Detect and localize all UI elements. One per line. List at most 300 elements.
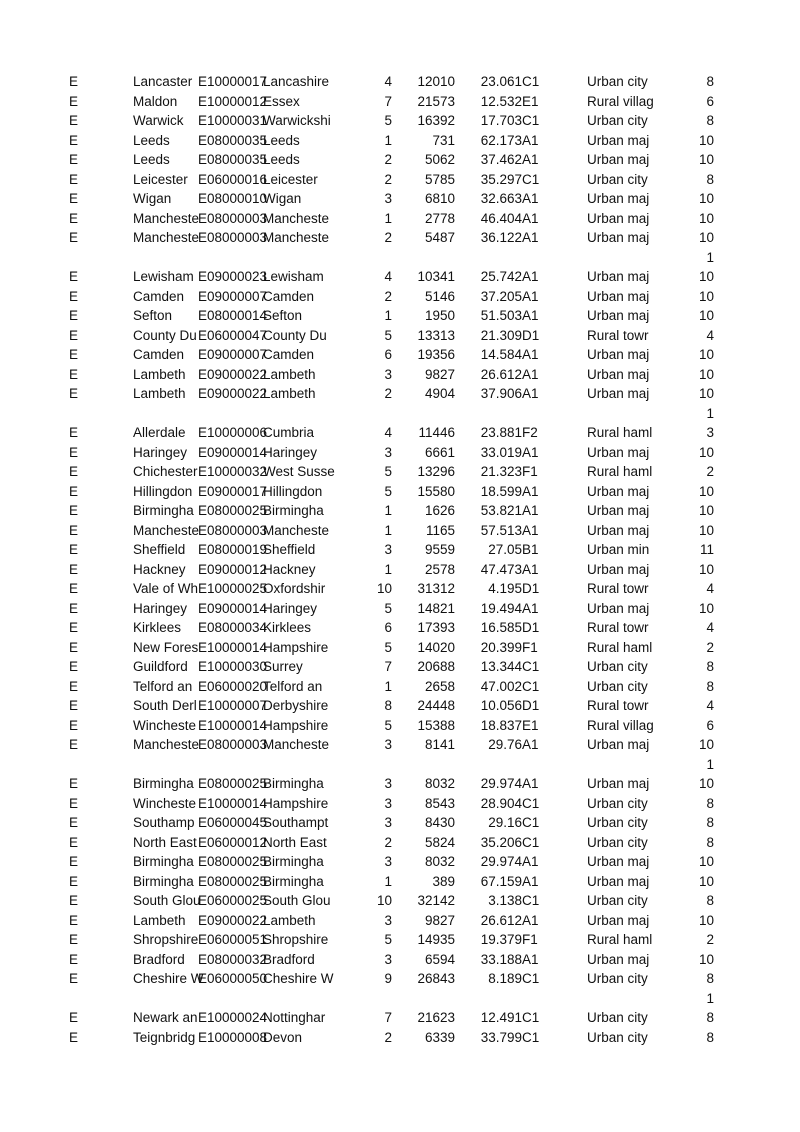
country-code-cell: E — [69, 327, 79, 343]
area-type-cell: Urban maj — [587, 951, 650, 967]
district-code-cell: E10000014 — [198, 717, 268, 733]
county-name-cell: Birmingha — [263, 503, 324, 518]
class-code-cell: A1 — [522, 444, 539, 460]
rank-cell: 5824 — [424, 834, 455, 850]
category-cell: 2 — [706, 464, 714, 479]
county-name-cell: North East — [263, 834, 327, 850]
county-name-cell: Lancashire — [263, 74, 330, 89]
country-code-cell: E — [69, 464, 79, 479]
table-row — [0, 794, 800, 814]
quintile-cell: 2 — [384, 288, 392, 304]
district-name-cell: Guildford — [133, 659, 188, 674]
score-cell: 37.462 — [480, 152, 522, 167]
quintile-cell: 4 — [384, 74, 392, 89]
quintile-cell: 1 — [384, 561, 392, 577]
district-code-cell: E10000006 — [198, 425, 268, 440]
quintile-cell: 3 — [384, 366, 392, 382]
category-cell: 6 — [706, 93, 714, 109]
category-cell: 10 — [698, 737, 714, 752]
rank-cell: 5785 — [424, 171, 455, 187]
rank-cell: 6594 — [424, 951, 455, 967]
rank-cell: 19356 — [417, 347, 455, 362]
table-row — [0, 189, 800, 209]
district-name-cell: Hackney — [133, 561, 186, 577]
category-cell: 10 — [698, 873, 714, 889]
county-name-cell: Cheshire W — [263, 971, 334, 986]
score-cell: 35.297 — [480, 171, 522, 187]
district-code-cell: E08000034 — [198, 620, 268, 635]
rank-cell: 1950 — [424, 308, 455, 323]
quintile-cell: 3 — [384, 444, 392, 460]
district-name-cell: Bradford — [133, 951, 185, 967]
district-code-cell: E09000012 — [198, 561, 268, 577]
district-code-cell: E06000020 — [198, 678, 268, 694]
rank-cell: 12010 — [417, 74, 455, 89]
area-type-cell: Urban maj — [587, 873, 650, 889]
rank-cell: 1626 — [424, 503, 455, 518]
class-code-cell: D1 — [522, 327, 540, 343]
rank-cell: 9559 — [424, 542, 455, 557]
area-type-cell: Rural towr — [587, 698, 649, 713]
district-name-cell: Kirklees — [133, 620, 182, 635]
quintile-cell: 5 — [384, 483, 392, 499]
table-row — [0, 599, 800, 619]
county-name-cell: Birmingha — [263, 776, 324, 791]
district-code-cell: E08000010 — [198, 191, 268, 206]
class-code-cell: F1 — [522, 932, 538, 947]
district-code-cell: E06000050 — [198, 971, 268, 986]
county-name-cell: Nottinghar — [263, 1010, 326, 1025]
district-name-cell: Haringey — [133, 600, 188, 616]
district-name-cell: Cheshire W — [133, 971, 204, 986]
country-code-cell: E — [69, 1010, 79, 1025]
class-code-cell: C1 — [522, 971, 540, 986]
table-row — [0, 521, 800, 541]
country-code-cell: E — [69, 912, 79, 928]
score-cell: 37.205 — [480, 288, 522, 304]
district-name-cell: Birmingha — [133, 503, 194, 518]
rank-cell: 2578 — [424, 561, 455, 577]
county-name-cell: Essex — [263, 93, 300, 109]
district-code-cell: E06000012 — [198, 834, 268, 850]
quintile-cell: 6 — [384, 620, 392, 635]
area-type-cell: Rural towr — [587, 327, 649, 343]
quintile-cell: 6 — [384, 347, 392, 362]
score-cell: 4.195 — [488, 581, 522, 596]
area-type-cell: Urban maj — [587, 561, 650, 577]
country-code-cell: E — [69, 74, 79, 89]
district-code-cell: E08000003 — [198, 737, 268, 752]
category-cell: 8 — [706, 659, 714, 674]
rank-cell: 2778 — [424, 210, 455, 226]
country-code-cell: E — [69, 191, 79, 206]
table-row — [0, 111, 800, 131]
county-name-cell: South Glou — [263, 893, 331, 908]
county-name-cell: Birmingha — [263, 854, 324, 869]
quintile-cell: 1 — [384, 503, 392, 518]
category-cell: 4 — [706, 327, 714, 343]
district-code-cell: E08000025 — [198, 873, 268, 889]
district-name-cell: Allerdale — [133, 425, 186, 440]
rank-cell: 5487 — [424, 230, 455, 245]
category-cell: 1 — [706, 405, 714, 421]
rank-cell: 15580 — [417, 483, 455, 499]
table-row — [0, 1008, 800, 1028]
county-name-cell: Cumbria — [263, 425, 315, 440]
score-cell: 26.612 — [480, 366, 522, 382]
area-type-cell: Urban maj — [587, 347, 650, 362]
category-cell: 8 — [706, 1029, 714, 1045]
area-type-cell: Urban maj — [587, 854, 650, 869]
score-cell: 20.399 — [480, 639, 522, 655]
district-code-cell: E10000024 — [198, 1010, 268, 1025]
district-name-cell: Warwick — [133, 113, 184, 128]
county-name-cell: Derbyshire — [263, 698, 329, 713]
county-name-cell: Mancheste — [263, 737, 330, 752]
table-row — [0, 618, 800, 638]
table-row — [0, 696, 800, 716]
class-code-cell: A1 — [522, 503, 539, 518]
category-cell: 2 — [706, 932, 714, 947]
category-cell: 8 — [706, 113, 714, 128]
quintile-cell: 8 — [384, 698, 392, 713]
area-type-cell: Urban city — [587, 1029, 648, 1045]
county-name-cell: West Susse — [263, 464, 335, 479]
score-cell: 29.16 — [488, 815, 522, 830]
county-name-cell: Bradford — [263, 951, 315, 967]
category-cell: 6 — [706, 717, 714, 733]
category-cell: 8 — [706, 795, 714, 811]
score-cell: 29.974 — [480, 854, 522, 869]
country-code-cell: E — [69, 288, 79, 304]
class-code-cell: A1 — [522, 522, 539, 538]
score-cell: 46.404 — [480, 210, 522, 226]
area-type-cell: Urban maj — [587, 210, 650, 226]
country-code-cell: E — [69, 678, 79, 694]
table-row — [0, 911, 800, 931]
rank-cell: 24448 — [417, 698, 455, 713]
table-row — [0, 638, 800, 658]
quintile-cell: 3 — [384, 776, 392, 791]
county-name-cell: Hillingdon — [263, 483, 323, 499]
class-code-cell: A1 — [522, 347, 539, 362]
table-row — [0, 248, 800, 268]
district-name-cell: New Fores — [133, 639, 199, 655]
district-name-cell: Leicester — [133, 171, 188, 187]
area-type-cell: Urban maj — [587, 366, 650, 382]
quintile-cell: 5 — [384, 464, 392, 479]
area-type-cell: Urban maj — [587, 912, 650, 928]
rank-cell: 11446 — [418, 425, 455, 440]
rank-cell: 8430 — [424, 815, 455, 830]
table-row — [0, 755, 800, 775]
table-row — [0, 150, 800, 170]
class-code-cell: A1 — [522, 152, 539, 167]
class-code-cell: F1 — [522, 639, 538, 655]
quintile-cell: 3 — [384, 191, 392, 206]
district-code-cell: E08000003 — [198, 210, 268, 226]
country-code-cell: E — [69, 483, 79, 499]
area-type-cell: Urban maj — [587, 737, 650, 752]
county-name-cell: Hampshire — [263, 795, 329, 811]
area-type-cell: Urban city — [587, 659, 648, 674]
table-row — [0, 677, 800, 697]
district-code-cell: E09000007 — [198, 347, 268, 362]
score-cell: 8.189 — [488, 971, 522, 986]
area-type-cell: Rural towr — [587, 620, 649, 635]
class-code-cell: B1 — [522, 542, 539, 557]
area-type-cell: Rural haml — [587, 932, 653, 947]
country-code-cell: E — [69, 737, 79, 752]
table-row — [0, 852, 800, 872]
quintile-cell: 3 — [384, 912, 392, 928]
district-name-cell: Chichester — [133, 464, 198, 479]
score-cell: 12.532 — [480, 93, 522, 109]
score-cell: 29.76 — [488, 737, 522, 752]
table-row — [0, 267, 800, 287]
quintile-cell: 7 — [384, 1010, 392, 1025]
score-cell: 37.906 — [480, 386, 522, 401]
table-row — [0, 462, 800, 482]
district-code-cell: E08000003 — [198, 522, 268, 538]
area-type-cell: Urban city — [587, 1010, 648, 1025]
district-code-cell: E10000031 — [198, 113, 268, 128]
county-name-cell: Leeds — [263, 152, 300, 167]
district-code-cell: E08000025 — [198, 854, 268, 869]
rank-cell: 13296 — [417, 464, 455, 479]
class-code-cell: A1 — [522, 912, 539, 928]
county-name-cell: Hackney — [263, 561, 316, 577]
rank-cell: 6661 — [424, 444, 455, 460]
area-type-cell: Urban maj — [587, 191, 650, 206]
class-code-cell: A1 — [522, 561, 539, 577]
district-name-cell: Lambeth — [133, 386, 186, 401]
county-name-cell: Mancheste — [263, 230, 330, 245]
table-row — [0, 833, 800, 853]
table-row — [0, 326, 800, 346]
class-code-cell: F1 — [522, 464, 538, 479]
district-code-cell: E09000014 — [198, 600, 268, 616]
category-cell: 4 — [706, 620, 714, 635]
category-cell: 10 — [698, 483, 714, 499]
district-name-cell: Lewisham — [133, 269, 194, 284]
class-code-cell: C1 — [522, 74, 540, 89]
class-code-cell: A1 — [522, 854, 539, 869]
rank-cell: 31312 — [417, 581, 455, 596]
quintile-cell: 2 — [384, 386, 392, 401]
district-name-cell: Newark an — [133, 1010, 198, 1025]
district-name-cell: North East — [133, 834, 197, 850]
country-code-cell: E — [69, 171, 79, 187]
category-cell: 10 — [698, 444, 714, 460]
rank-cell: 8032 — [424, 854, 455, 869]
county-name-cell: Southampt — [263, 815, 329, 830]
quintile-cell: 5 — [384, 113, 392, 128]
table-row — [0, 345, 800, 365]
county-name-cell: Lewisham — [263, 269, 324, 284]
quintile-cell: 1 — [384, 308, 392, 323]
county-name-cell: Lambeth — [263, 912, 316, 928]
table-row — [0, 950, 800, 970]
quintile-cell: 3 — [384, 737, 392, 752]
rank-cell: 14935 — [417, 932, 455, 947]
district-code-cell: E09000014 — [198, 444, 268, 460]
category-cell: 10 — [698, 912, 714, 928]
rank-cell: 389 — [432, 873, 455, 889]
class-code-cell: A1 — [522, 191, 539, 206]
category-cell: 10 — [698, 191, 714, 206]
score-cell: 32.663 — [480, 191, 522, 206]
quintile-cell: 5 — [384, 932, 392, 947]
country-code-cell: E — [69, 308, 79, 323]
score-cell: 10.056 — [480, 698, 522, 713]
district-name-cell: Birmingha — [133, 776, 194, 791]
class-code-cell: A1 — [522, 288, 539, 304]
class-code-cell: A1 — [522, 873, 539, 889]
rank-cell: 10341 — [417, 269, 455, 284]
district-name-cell: Lambeth — [133, 366, 186, 382]
county-name-cell: Telford an — [263, 678, 323, 694]
district-code-cell: E08000003 — [198, 230, 268, 245]
area-type-cell: Urban city — [587, 113, 648, 128]
score-cell: 33.019 — [480, 444, 522, 460]
country-code-cell: E — [69, 698, 79, 713]
rank-cell: 8141 — [424, 737, 455, 752]
class-code-cell: C1 — [522, 659, 540, 674]
score-cell: 19.379 — [480, 932, 522, 947]
score-cell: 26.612 — [480, 912, 522, 928]
rank-cell: 9827 — [424, 912, 455, 928]
class-code-cell: A1 — [522, 230, 539, 245]
quintile-cell: 2 — [384, 230, 392, 245]
table-row — [0, 930, 800, 950]
score-cell: 3.138 — [488, 893, 522, 908]
district-code-cell: E08000032 — [198, 951, 268, 967]
area-type-cell: Urban maj — [587, 776, 650, 791]
county-name-cell: Haringey — [263, 444, 318, 460]
table-row — [0, 579, 800, 599]
area-type-cell: Urban maj — [587, 600, 650, 616]
category-cell: 10 — [698, 152, 714, 167]
district-name-cell: Lambeth — [133, 912, 186, 928]
country-code-cell: E — [69, 132, 79, 148]
category-cell: 10 — [698, 132, 714, 148]
table-row — [0, 306, 800, 326]
category-cell: 8 — [706, 834, 714, 850]
class-code-cell: A1 — [522, 386, 539, 401]
quintile-cell: 1 — [384, 873, 392, 889]
score-cell: 47.473 — [480, 561, 522, 577]
county-name-cell: Haringey — [263, 600, 318, 616]
area-type-cell: Urban maj — [587, 522, 650, 538]
area-type-cell: Rural villag — [587, 93, 654, 109]
county-name-cell: Lambeth — [263, 366, 316, 382]
table-row — [0, 209, 800, 229]
district-code-cell: E09000017 — [198, 483, 268, 499]
country-code-cell: E — [69, 834, 79, 850]
area-type-cell: Urban maj — [587, 444, 650, 460]
district-code-cell: E08000025 — [198, 503, 268, 518]
district-code-cell: E09000023 — [198, 269, 268, 284]
county-name-cell: Birmingha — [263, 873, 324, 889]
category-cell: 8 — [706, 1010, 714, 1025]
county-name-cell: Leicester — [263, 171, 318, 187]
category-cell: 11 — [699, 542, 714, 557]
quintile-cell: 4 — [384, 269, 392, 284]
district-name-cell: Haringey — [133, 444, 188, 460]
score-cell: 29.974 — [480, 776, 522, 791]
district-name-cell: Birmingha — [133, 854, 194, 869]
table-row — [0, 423, 800, 443]
category-cell: 8 — [706, 678, 714, 694]
class-code-cell: C1 — [522, 834, 540, 850]
quintile-cell: 3 — [384, 951, 392, 967]
district-name-cell: Camden — [133, 347, 185, 362]
category-cell: 10 — [698, 561, 714, 577]
rank-cell: 8032 — [424, 776, 455, 791]
district-code-cell: E08000025 — [198, 776, 268, 791]
country-code-cell: E — [69, 717, 79, 733]
rank-cell: 13313 — [417, 327, 455, 343]
district-name-cell: Hillingdon — [133, 483, 193, 499]
county-name-cell: Hampshire — [263, 717, 329, 733]
district-code-cell: E10000012 — [198, 93, 268, 109]
district-name-cell: Sefton — [133, 308, 173, 323]
score-cell: 47.002 — [480, 678, 522, 694]
category-cell: 2 — [706, 639, 714, 655]
class-code-cell: D1 — [522, 581, 540, 596]
score-cell: 14.584 — [480, 347, 522, 362]
district-code-cell: E10000017 — [198, 74, 268, 89]
country-code-cell: E — [69, 152, 79, 167]
country-code-cell: E — [69, 113, 79, 128]
score-cell: 25.742 — [480, 269, 522, 284]
area-type-cell: Urban city — [587, 171, 648, 187]
area-type-cell: Urban city — [587, 74, 648, 89]
district-code-cell: E06000051 — [198, 932, 268, 947]
county-name-cell: Hampshire — [263, 639, 329, 655]
district-name-cell: Mancheste — [133, 522, 200, 538]
county-name-cell: Shropshire — [263, 932, 329, 947]
table-row — [0, 92, 800, 112]
table-row — [0, 72, 800, 92]
quintile-cell: 5 — [384, 600, 392, 616]
district-code-cell: E06000016 — [198, 171, 268, 187]
score-cell: 51.503 — [480, 308, 522, 323]
area-type-cell: Rural haml — [587, 464, 653, 479]
country-code-cell: E — [69, 639, 79, 655]
area-type-cell: Urban min — [587, 542, 650, 557]
rank-cell: 731 — [432, 132, 455, 148]
category-cell: 8 — [706, 171, 714, 187]
category-cell: 10 — [698, 230, 714, 245]
table-row — [0, 813, 800, 833]
category-cell: 10 — [698, 269, 714, 284]
table-row — [0, 969, 800, 989]
category-cell: 10 — [698, 776, 714, 791]
score-cell: 53.821 — [480, 503, 522, 518]
category-cell: 10 — [698, 288, 714, 304]
county-name-cell: Warwickshi — [263, 113, 331, 128]
area-type-cell: Urban city — [587, 834, 648, 850]
district-name-cell: Leeds — [133, 132, 170, 148]
score-cell: 12.491 — [480, 1010, 522, 1025]
table-row — [0, 1028, 800, 1048]
rank-cell: 20688 — [417, 659, 455, 674]
data-table — [0, 72, 800, 1047]
score-cell: 19.494 — [480, 600, 522, 616]
quintile-cell: 5 — [384, 327, 392, 343]
